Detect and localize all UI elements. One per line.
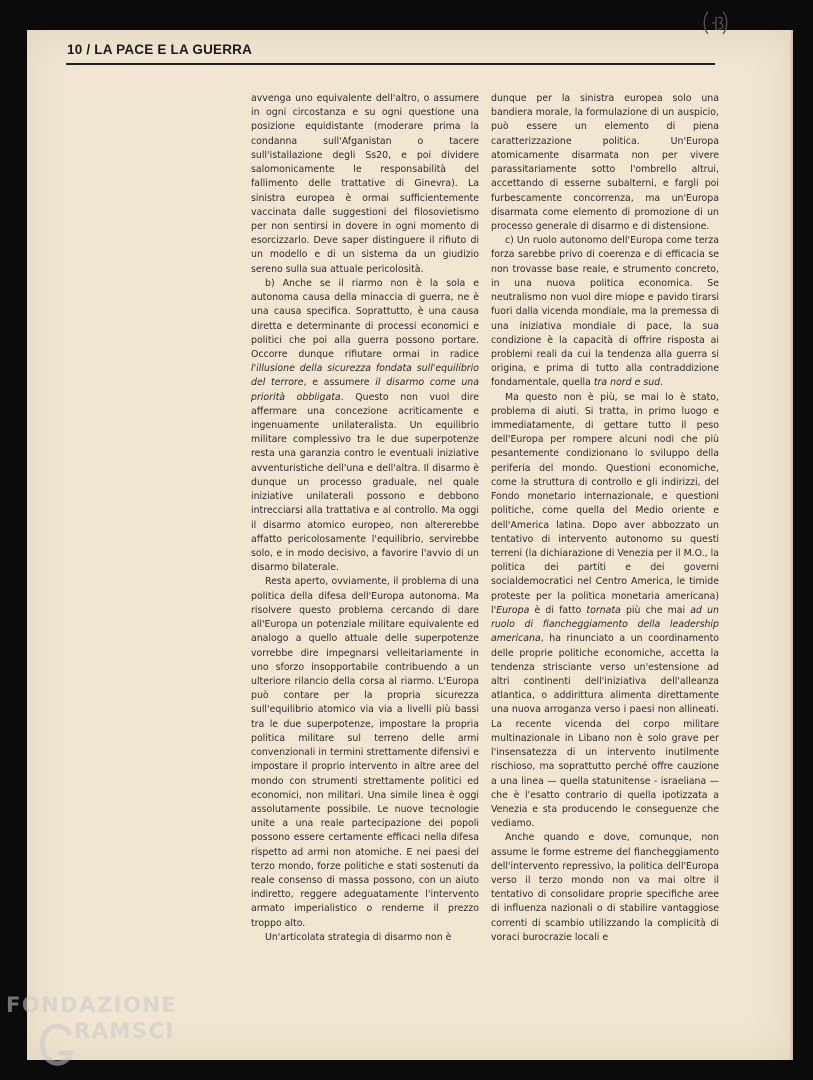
- italic-emphasis: il disarmo come una priorità obbligata: [251, 377, 479, 403]
- italic-emphasis: Europa: [496, 604, 530, 616]
- paragraph: b) Anche se il riarmo non è la sola e autonoma causa della minaccia di guerra, ne è una causa specifica. Soprattutto, è una causa diretta e determinante di processi economici e politici che poi alla guerra possono portare. Occorre dunque rifiutare ormai in radice l'illusione della sicurezza fondata sull'equilibrio del terrore, e assumere il disarmo come una priorità obbligata. Questo non vuol dire affermare una concezione acriticamente e ingenuamente unilateralista. Un equilibrio militare complessivo tra le due superpotenze resta una garanzia contro le eventuali iniziative avventuristiche dell'una e dell'altra. Il disarmo è dunque un processo graduale, nel quale iniziative unilaterali possono e debbono intrecciarsi alla trattativa e al controllo. Ma oggi il disarmo atomico europeo, non altererebbe affatto pericolosamente l'equilibrio, servirebbe solo, e in modo decisivo, a favorire l'avvio di un disarmo bilaterale.: [251, 277, 479, 574]
- watermark-line: RAMSCI: [74, 1019, 175, 1043]
- paragraph: Resta aperto, ovviamente, il problema di una politica della difesa dell'Europa autonoma. Ma risolvere questo problema cercando di dare all'Europa un potenziale militare equivalente ed analogo a quello attuale delle superpotenze vorrebbe dire impegnarsi velleitariamente in uno sforzo insopportabile contribuendo a un ulteriore rilancio della corsa al riarmo. L'Europa può contare per la propria sicurezza sull'equilibrio atomico via via a livelli più bassi tra le due superpotenze, impostare la propria politica militare sul terreno delle armi convenzionali in termini strettamente difensivi e impostare il proprio intervento in altre aree del mondo con strumenti strettamente politici ed economici, non militari. Una simile linea è oggi assolutamente possibile. Le nuove tecnologie unite a una reale partecipazione dei popoli possono essere certamente efficaci nella difesa rispetto ad armi non atomiche. E nei paesi del terzo mondo, forze politiche e stati sostenuti da reale consenso di massa possono, con un aiuto indiretto, reggere adeguatamente l'intervento armato imperialistico o renderne il prezzo troppo alto.: [251, 576, 479, 929]
- watermark: [6, 993, 216, 1073]
- paragraph: Ma questo non è più, se mai lo è stato, problema di aiuti. Si tratta, in primo luogo e immediatamente, di gettare tutto il peso dell'Europa per rompere alcuni nodi che più pesantemente condizionano lo sviluppo della periferia del mondo. Questioni economiche, come la struttura di controllo e gli indirizzi, del Fondo monetario internazionale, e questioni politiche, come quella del Medio oriente e dell'America latina. Dopo aver abbozzato un tentativo di intervento autonomo su questi terreni (la dichiarazione di Venezia per il M.O., la politica dei partiti e dei governi socialdemocratici nel Centro America, le timide proteste per la politica monetaria americana) l'Europa è di fatto tornata più che mai ad un ruolo di fiancheggiamento della leadership americana, ha rinunciato a un coordinamento delle proprie politiche economiche, accetta la tendenza strisciante verso un'estensione ad altri continenti dell'iniziativa dell'alleanza atlantica, o addirittura alimenta direttamente una nuova arroganza verso i paesi non allineati. La recente vicenda del corpo militare multinazionale in Libano non è solo grave per l'insensatezza di un intervento inutilmente rischioso, ma soprattutto perché offre cauzione a una linea — quella statunitense - israeliana — che è l'esatto contrario di quella ipotizzata a Venezia e sta producendo le conseguenze che vediamo.: [491, 391, 719, 830]
- italic-emphasis: tornata: [586, 604, 621, 616]
- article-column-left: [251, 92, 479, 945]
- paper-edge: [789, 30, 793, 1060]
- header-rule: [66, 63, 715, 65]
- italic-emphasis: tra nord e sud: [593, 377, 661, 389]
- handwritten-annotation: [702, 8, 728, 38]
- paragraph: Un'articolata strategia di disarmo non è: [265, 931, 452, 943]
- article-column-right: [491, 92, 719, 945]
- italic-emphasis: l'illusione della sicurezza fondata sull'equilibrio del terrore: [251, 363, 479, 389]
- paragraph: dunque per la sinistra europea solo una bandiera morale, la formulazione di un auspicio, può essere un elemento di piena caratterizzazione politica. Un'Europa atomicamente disarmata non per vivere parassitariamente sotto l'ombrello altrui, accettando di esserne subalterni, e fargli poi furbescamente concorrenza, ma un'Europa disarmata come elemento di promozione di un processo generale di disarmo e di distensione.: [491, 93, 719, 232]
- page-header: 10 / LA PACE E LA GUERRA: [67, 42, 253, 57]
- paragraph: Anche quando e dove, comunque, non assume le forme estreme del fiancheggiamento dell'intervento repressivo, la politica dell'Europa verso il terzo mondo non va mai oltre il tentativo di consolidare proprie specifiche aree di influenza nazionali o di stabilire vantaggiose correnti di scambio utilizzando la complicità di voraci burocrazie locali e: [491, 832, 719, 943]
- paragraph: avvenga uno equivalente dell'altro, o assumere in ogni circostanza e su ogni questione una posizione equidistante (moderare prima la condanna sull'Afganistan o tacere sull'istallazione degli Ss20, e poi dividere salomonicamente le responsabilità del fallimento delle trattative di Ginevra). La sinistra europea è ormai sufficientemente vaccinata dalle suggestioni del filosovietismo per non sentirsi in dovere in ogni momento di esorcizzarlo. Deve saper distinguere il rifiuto di un modello e di un sistema da un giudizio sereno sulla sua attuale pericolosità.: [251, 93, 479, 275]
- watermark-line: FONDAZIONE: [6, 993, 178, 1017]
- watermark-logo-icon: [36, 1015, 76, 1071]
- paragraph: c) Un ruolo autonomo dell'Europa come terza forza sarebbe privo di coerenza e di efficacia se non trovasse base reale, e strumento concreto, in una nuova politica economica. Se neutralismo non vuol dire miope e pavido tirarsi fuori dalla vicenda mondiale, ma la premessa di una iniziativa mondiale di pace, la sua condizione è la capacità di offrire risposta ai problemi reali da cui la tendenza alla guerra si origina, e prima di tutto alla contraddizione fondamentale, quella tra nord e sud.: [491, 235, 719, 389]
- italic-emphasis: ad un ruolo di fiancheggiamento della leadership americana: [491, 604, 719, 645]
